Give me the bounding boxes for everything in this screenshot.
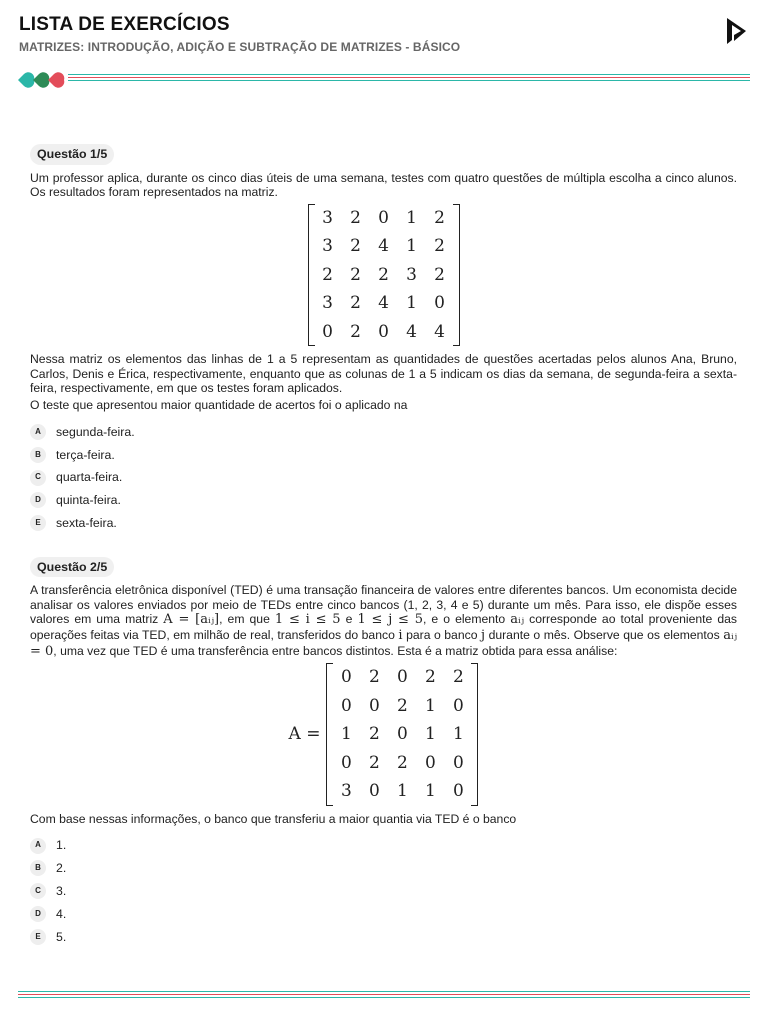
question-explanation: Nessa matriz os elementos das linhas de 1 a 5 representam as quantidades de questões acertadas pelos alunos Ana, Bruno, Carlos, Denis e Érica, respectivamente, enquanto que as colunas de 1 a 5 indicam os dias da semana, de segunda-feira a sexta-feira, respectivamente, em que os testes foram aplicados. <box>30 352 737 396</box>
matrix-cell: 2 <box>369 752 380 773</box>
option-text: 3. <box>56 883 67 898</box>
matrix-cell: 4 <box>378 293 389 314</box>
matrix-cell: 1 <box>425 695 436 716</box>
right-bracket <box>471 663 478 806</box>
matrix-cell: 2 <box>397 695 408 716</box>
matrix-cell: 3 <box>322 293 333 314</box>
matrix-cell: 1 <box>341 724 352 745</box>
left-bracket <box>308 204 315 347</box>
math-expression: j <box>481 628 486 644</box>
matrix <box>326 663 478 806</box>
answer-option[interactable] <box>30 925 737 948</box>
option-letter-badge: D <box>30 492 46 508</box>
matrix-cell: 2 <box>434 264 445 285</box>
matrix-cell: 0 <box>453 781 464 802</box>
matrix-cell: 2 <box>350 293 361 314</box>
option-letter-badge: E <box>30 515 46 531</box>
option-text: quinta-feira. <box>56 493 121 508</box>
matrix-cell: 1 <box>453 724 464 745</box>
matrix-cell: 0 <box>369 781 380 802</box>
answer-option[interactable] <box>30 857 737 880</box>
question-1 <box>30 144 737 535</box>
answer-options <box>30 834 737 948</box>
matrix-cell: 2 <box>350 321 361 342</box>
exercise-content <box>30 144 737 948</box>
matrix-cell: 1 <box>425 724 436 745</box>
matrix-cell: 0 <box>369 695 380 716</box>
answer-option[interactable] <box>30 880 737 903</box>
page-title: LISTA DE EXERCÍCIOS <box>19 14 230 35</box>
question-prompt: Com base nessas informações, o banco que transferiu a maior quantia via TED é o banco <box>30 811 517 826</box>
matrix-cell: 3 <box>406 264 417 285</box>
matrix-cell: 0 <box>341 752 352 773</box>
answer-option[interactable] <box>30 834 737 857</box>
option-letter-badge: E <box>30 929 46 945</box>
math-expression: aᵢⱼ <box>510 612 525 628</box>
question-2 <box>30 557 737 949</box>
option-letter-badge: C <box>30 883 46 899</box>
page-header <box>19 14 748 54</box>
matrix-cell: 3 <box>341 781 352 802</box>
matrix-cell: 1 <box>425 781 436 802</box>
matrix-cell: 0 <box>397 724 408 745</box>
matrix-cell: 1 <box>406 236 417 257</box>
matrix-cell: 0 <box>453 752 464 773</box>
left-bracket <box>326 663 333 806</box>
matrix-cell: 2 <box>453 667 464 688</box>
answer-option[interactable] <box>30 512 737 535</box>
answer-option[interactable] <box>30 421 737 444</box>
option-text: 2. <box>56 861 67 876</box>
matrix-cell: 2 <box>378 264 389 285</box>
matrix-cell: 2 <box>434 207 445 228</box>
matrix-cell: 3 <box>322 236 333 257</box>
matrix-cell: 1 <box>406 293 417 314</box>
answer-option[interactable] <box>30 466 737 489</box>
option-letter-badge: A <box>30 838 46 854</box>
matrix-cell: 2 <box>425 667 436 688</box>
page-subtitle: MATRIZES: INTRODUÇÃO, ADIÇÃO E SUBTRAÇÃO DE MATRIZES - BÁSICO <box>19 40 461 54</box>
matrix-cell: 0 <box>378 321 389 342</box>
option-letter-badge: C <box>30 470 46 486</box>
matrix-cell: 1 <box>406 207 417 228</box>
question-label: Questão 2/5 <box>30 557 114 578</box>
matrix-cell: 2 <box>350 264 361 285</box>
question-intro: Um professor aplica, durante os cinco dias úteis de uma semana, testes com quatro questões de múltipla escolha a cinco alunos. Os resultados foram representados na matriz. <box>30 170 737 200</box>
matrix-cell: 2 <box>350 236 361 257</box>
matrix-cell: 2 <box>397 752 408 773</box>
matrix-display <box>30 204 737 347</box>
option-text: sexta-feira. <box>56 515 117 530</box>
option-text: terça-feira. <box>56 447 115 462</box>
question-intro: A transferência eletrônica disponível (TED) é uma transação financeira de valores entre diferentes bancos. Um economista decide analisar os valores enviados por meio de TEDs entre cinco bancos (1, 2, 3, 4 e 5) durante um mês. Para isso, ele dispõe esses valores em uma matriz A = [aᵢⱼ], em que 1 ≤ i ≤ 5 e 1 ≤ j ≤ 5, e o elemento aᵢⱼ corresponde ao total proveniente das operações feitas via TED, em milhão de real, transferidos do banco i para o banco j durante o mês. Observe que os elementos aᵢⱼ = 0, uma vez que TED é uma transferência entre bancos distintos. Esta é a matriz obtida para essa análise: <box>30 583 738 659</box>
header-rule <box>68 74 750 83</box>
matrix-cell: 0 <box>453 695 464 716</box>
option-letter-badge: D <box>30 906 46 922</box>
math-expression: 1 ≤ j ≤ 5 <box>357 612 423 628</box>
matrix-cell: 3 <box>322 207 333 228</box>
option-text: 1. <box>56 838 67 853</box>
answer-option[interactable] <box>30 443 737 466</box>
play-logo-icon <box>724 16 748 46</box>
option-letter-badge: A <box>30 424 46 440</box>
matrix-label: A = <box>288 724 321 745</box>
matrix <box>308 204 460 347</box>
option-text: 5. <box>56 929 67 944</box>
matrix-cell: 4 <box>434 321 445 342</box>
matrix-display <box>30 663 737 806</box>
matrix-cell: 2 <box>434 236 445 257</box>
answer-options <box>30 421 737 535</box>
option-letter-badge: B <box>30 447 46 463</box>
matrix-cell: 2 <box>369 667 380 688</box>
question-label: Questão 1/5 <box>30 144 114 165</box>
answer-option[interactable] <box>30 903 737 926</box>
decor-dots-icon <box>18 72 66 88</box>
math-expression: A = [aᵢⱼ] <box>163 612 220 628</box>
matrix-cell: 4 <box>378 236 389 257</box>
matrix-cell: 0 <box>322 321 333 342</box>
answer-option[interactable] <box>30 489 737 512</box>
matrix-cell: 1 <box>397 781 408 802</box>
right-bracket <box>453 204 460 347</box>
option-letter-badge: B <box>30 860 46 876</box>
matrix-cell: 2 <box>369 724 380 745</box>
math-expression: 1 ≤ i ≤ 5 <box>274 612 341 628</box>
option-text: 4. <box>56 906 67 921</box>
matrix-cell: 2 <box>322 264 333 285</box>
matrix-cell: 0 <box>341 667 352 688</box>
math-expression: i <box>398 628 403 644</box>
footer-rule <box>18 991 750 1000</box>
matrix-cell: 0 <box>425 752 436 773</box>
matrix-cell: 4 <box>406 321 417 342</box>
matrix-cell: 0 <box>434 293 445 314</box>
option-text: quarta-feira. <box>56 470 123 485</box>
math-expression: aᵢⱼ = 0 <box>30 628 738 659</box>
matrix-cell: 0 <box>397 667 408 688</box>
matrix-cell: 0 <box>341 695 352 716</box>
matrix-cell: 2 <box>350 207 361 228</box>
question-prompt: O teste que apresentou maior quantidade de acertos foi o aplicado na <box>30 398 408 413</box>
header-decoration <box>18 72 750 88</box>
matrix-cell: 0 <box>378 207 389 228</box>
option-text: segunda-feira. <box>56 424 135 439</box>
